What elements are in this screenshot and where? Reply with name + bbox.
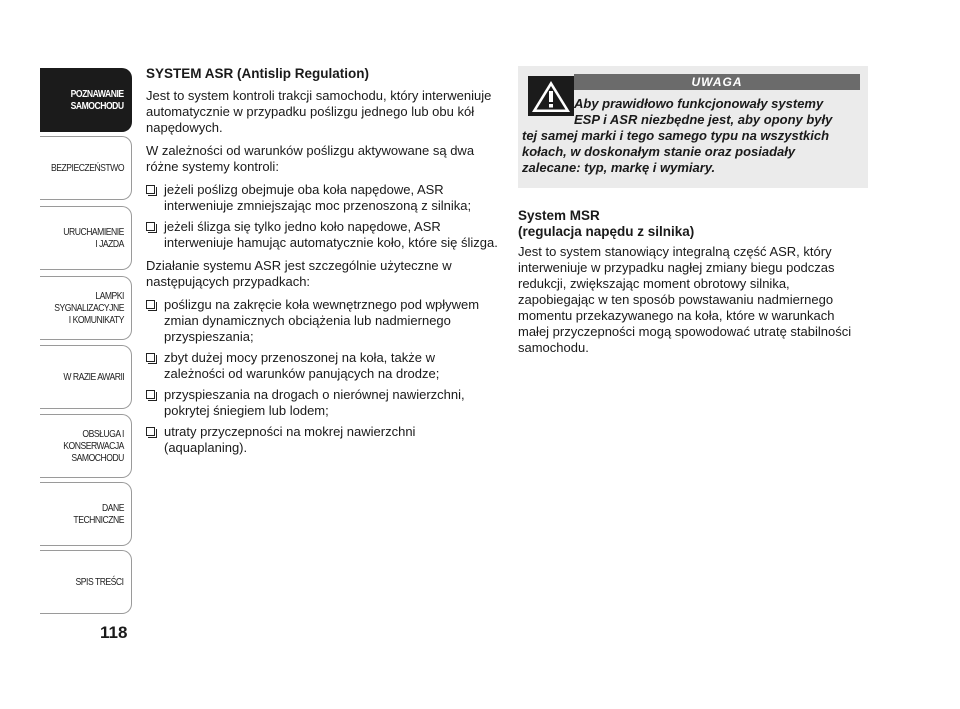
msr-heading bbox=[518, 208, 868, 240]
asr-section bbox=[146, 66, 498, 463]
tab-dane-techniczne[interactable] bbox=[40, 482, 132, 546]
checkbox-bullet-icon bbox=[146, 185, 155, 194]
warning-text bbox=[522, 96, 860, 176]
tab-label: URUCHAMIENIE I JAZDA bbox=[63, 226, 124, 250]
asr-cases-list bbox=[146, 297, 498, 456]
msr-heading-line: System MSR bbox=[518, 208, 600, 223]
list-item-text: utraty przyczepności na mokrej nawierzchni (aquaplaning). bbox=[164, 424, 416, 455]
msr-section bbox=[518, 208, 868, 363]
tab-label: BEZPIECZEŃSTWO bbox=[50, 162, 124, 174]
tab-spis-tresci[interactable] bbox=[40, 550, 132, 614]
warning-line: Aby prawidłowo funkcjonowały systemy bbox=[574, 96, 824, 111]
tab-label: POZNAWANIE SAMOCHODU bbox=[71, 88, 124, 112]
tab-label: W RAZIE AWARII bbox=[63, 371, 124, 383]
tab-label: SPIS TREŚCI bbox=[75, 576, 124, 588]
msr-description: Jest to system stanowiący integralną część ASR, który interweniuje w przypadku nagłej zmiany biegu podczas redukcji, zwiększając moment obrotowy silnika, zapobiegając w ten sposób powstawaniu nadmiernego momentu przekazywanego na koła, które w warunkach małej przyczepności mogą spowodować utratę stabilności samochodu. bbox=[518, 244, 852, 355]
warning-line: ESP i ASR niezbędne jest, aby opony były bbox=[574, 112, 833, 127]
tab-label: DANE TECHNICZNE bbox=[73, 502, 124, 526]
tab-w-razie-awarii[interactable] bbox=[40, 345, 132, 409]
list-item-text: poślizgu na zakręcie koła wewnętrznego pod wpływem zmian dynamicznych obciążenia lub nadmiernego przyspieszania; bbox=[164, 297, 480, 344]
tab-obsluga-i-konserwacja[interactable] bbox=[40, 414, 132, 478]
list-item-text: jeżeli ślizga się tylko jedno koło napędowe, ASR interweniuje hamując automatycznie koło, które się ślizga. bbox=[164, 219, 498, 250]
list-item-text: jeżeli poślizg obejmuje oba koła napędowe, ASR interweniuje zmniejszając moc przenoszoną z silnika; bbox=[164, 182, 472, 213]
list-item bbox=[146, 297, 498, 345]
warning-line: kołach, w doskonałym stanie oraz posiadały bbox=[522, 144, 796, 159]
warning-line: zalecane: typ, markę i wymiary. bbox=[522, 160, 716, 175]
tab-poznawanie-samochodu[interactable] bbox=[40, 68, 132, 132]
tab-label: OBSŁUGA I KONSERWACJA SAMOCHODU bbox=[63, 428, 124, 464]
asr-heading: SYSTEM ASR (Antislip Regulation) bbox=[146, 66, 370, 81]
warning-line: tej samej marki i tego samego typu na wszystkich bbox=[522, 128, 830, 143]
list-item bbox=[146, 182, 498, 214]
list-item-text: przyspieszania na drogach o nierównej nawierzchni, pokrytej śniegiem lub lodem; bbox=[164, 387, 465, 418]
asr-systems-list bbox=[146, 182, 498, 251]
checkbox-bullet-icon bbox=[146, 353, 155, 362]
checkbox-bullet-icon bbox=[146, 300, 155, 309]
asr-systems-intro: W zależności od warunków poślizgu aktywowane są dwa różne systemy kontroli: bbox=[146, 143, 475, 174]
warning-title: UWAGA bbox=[574, 74, 860, 90]
list-item-text: zbyt dużej mocy przenoszonej na koła, także w zależności od warunków panujących na drodze; bbox=[164, 350, 440, 381]
page-number: 118 bbox=[100, 623, 128, 642]
tab-bezpieczenstwo[interactable] bbox=[40, 136, 132, 200]
asr-usefulness-intro: Działanie systemu ASR jest szczególnie użyteczne w następujących przypadkach: bbox=[146, 258, 452, 289]
tab-uruchamienie-i-jazda[interactable] bbox=[40, 206, 132, 270]
tab-label: LAMPKI SYGNALIZACYJNE I KOMUNIKATY bbox=[54, 290, 124, 326]
list-item bbox=[146, 387, 498, 419]
tab-lampki-sygnalizacyjne[interactable] bbox=[40, 276, 132, 340]
list-item bbox=[146, 219, 498, 251]
checkbox-bullet-icon bbox=[146, 390, 155, 399]
asr-intro: Jest to system kontroli trakcji samochodu, który interweniuje automatycznie w przypadku poślizgu jednego lub obu kół napędowych. bbox=[146, 88, 492, 135]
msr-heading-line: (regulacja napędu z silnika) bbox=[518, 224, 695, 239]
checkbox-bullet-icon bbox=[146, 427, 155, 436]
list-item bbox=[146, 350, 498, 382]
list-item bbox=[146, 424, 498, 456]
checkbox-bullet-icon bbox=[146, 222, 155, 231]
